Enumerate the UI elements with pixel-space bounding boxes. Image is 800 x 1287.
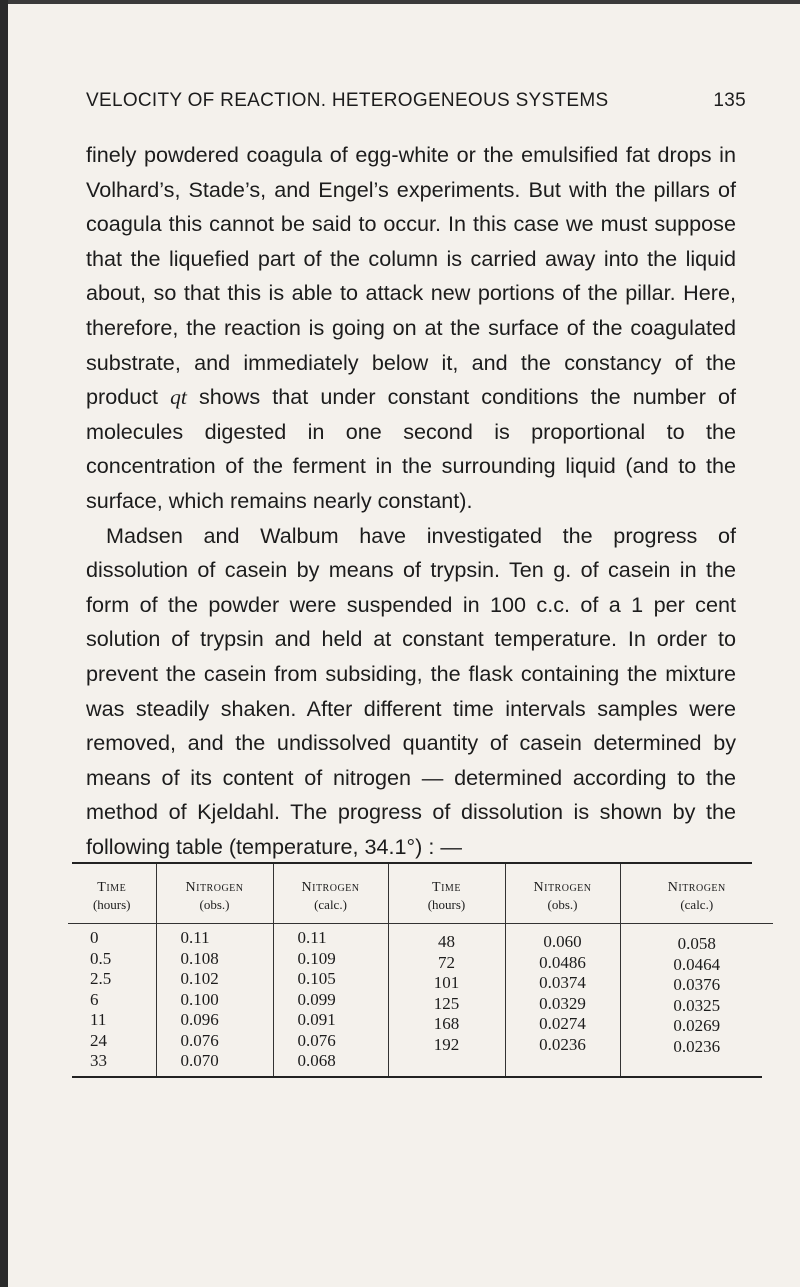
- dissolution-table: [68, 862, 783, 1078]
- table-cell: 0: [90, 928, 99, 947]
- header-nitrogen-obs-right: Nitrogen (obs.): [505, 864, 620, 924]
- header-nitrogen-calc-right: Nitrogen (calc.): [620, 864, 773, 924]
- product-symbol: qt: [170, 385, 187, 410]
- col-time-right: [388, 924, 505, 1076]
- table-cell: 0.108: [180, 948, 219, 968]
- table-cell: 0.109: [297, 948, 336, 968]
- table-cell: 0.100: [180, 989, 219, 1009]
- table-cell: 0.0236: [539, 1034, 586, 1054]
- running-header: [86, 90, 746, 112]
- data-table: [68, 864, 773, 1076]
- table-cell: 0.5: [90, 948, 112, 968]
- table-cell: 33: [90, 1051, 107, 1070]
- table-cell: 0.0236: [673, 1036, 721, 1056]
- table-cell: 101: [433, 973, 460, 992]
- table-cell: 0.076: [297, 1030, 336, 1050]
- table-cell: 6: [90, 989, 99, 1009]
- table-cell: 192: [433, 1034, 460, 1054]
- col-time-left: [68, 924, 156, 1076]
- table-cell: 0.096: [180, 1010, 219, 1029]
- table-cell: 0.091: [297, 1010, 336, 1029]
- table-cell: 0.076: [180, 1030, 219, 1050]
- header-time-right: Time (hours): [388, 864, 505, 924]
- table-cell: 0.070: [180, 1051, 219, 1070]
- paragraph-1-before: finely powdered coagula of egg-white or the emulsified fat drops in Volhard’s, Stade’s, and Engel’s experiments. But with the pillars of coagula this cannot be said to occur. In this case we must suppose that the liquefied part of the column is carried away into the liquid about, so that this is able to attack new portions of the pillar. Here, therefore, the reaction is going on at the surface of the coagulated substrate, and immediately below it, and the constancy of the product: [86, 142, 736, 410]
- body-text: [86, 138, 736, 864]
- page-binding-edge: [0, 0, 8, 1287]
- table-cell: 168: [433, 1014, 460, 1033]
- table-header-row: [68, 864, 773, 924]
- table-cell: 2.5: [90, 969, 112, 988]
- col-nitrogen-obs-right: [505, 924, 620, 1076]
- table-bottom-rule: [72, 1076, 762, 1078]
- table-cell: 0.0329: [539, 993, 586, 1013]
- table-cell: 24: [90, 1030, 107, 1050]
- paragraph-1-after: shows that under constant conditions the number of molecules digested in one second is proportional to the concentration of the ferment in the surrounding liquid (and to the surface, which remains nearly constant).: [86, 384, 736, 513]
- table-cell: 48: [438, 932, 455, 951]
- table-cell: 0.060: [543, 932, 582, 951]
- table-cell: 0.0269: [673, 1016, 721, 1035]
- table-body-row: [68, 924, 773, 1076]
- table-cell: 0.102: [180, 969, 219, 988]
- table-cell: 0.099: [297, 989, 336, 1009]
- table-cell: 72: [438, 952, 455, 972]
- table-cell: 0.0464: [673, 954, 721, 974]
- header-nitrogen-obs-left: Nitrogen (obs.): [156, 864, 273, 924]
- table-cell: 0.0376: [673, 975, 721, 994]
- col-nitrogen-calc-left: [273, 924, 388, 1076]
- table-cell: 0.058: [677, 934, 716, 953]
- running-title: VELOCITY OF REACTION. HETEROGENEOUS SYSTEMS: [86, 90, 609, 111]
- header-time-left: Time (hours): [68, 864, 156, 924]
- col-nitrogen-calc-right: [620, 924, 773, 1076]
- table-cell: 0.11: [180, 928, 210, 947]
- table-cell: 125: [433, 993, 460, 1013]
- table-cell: 0.105: [297, 969, 336, 988]
- table-cell: 0.0325: [673, 995, 721, 1015]
- paragraph-1: [86, 138, 736, 519]
- table-cell: 0.11: [297, 928, 327, 947]
- header-nitrogen-calc-left: Nitrogen (calc.): [273, 864, 388, 924]
- col-nitrogen-obs-left: [156, 924, 273, 1076]
- paragraph-2: Madsen and Walbum have investigated the progress of dissolution of casein by means of trypsin. Ten g. of casein in the form of the powder were suspended in 100 c.c. of a 1 per cent solution of trypsin and held at constant temperature. In order to prevent the casein from subsiding, the flask containing the mixture was steadily shaken. After different time intervals samples were removed, and the undissolved quantity of casein determined by means of its content of nitrogen — determined according to the method of Kjeldahl. The progress of dissolution is shown by the following table (temperature, 34.1°) : —: [86, 522, 736, 859]
- page-top-rule: [0, 0, 800, 4]
- table-cell: 0.068: [297, 1051, 336, 1070]
- table-cell: 11: [90, 1010, 107, 1029]
- table-cell: 0.0274: [539, 1014, 586, 1033]
- table-cell: 0.0486: [539, 952, 586, 972]
- page-number: 135: [713, 90, 746, 111]
- table-cell: 0.0374: [539, 973, 586, 992]
